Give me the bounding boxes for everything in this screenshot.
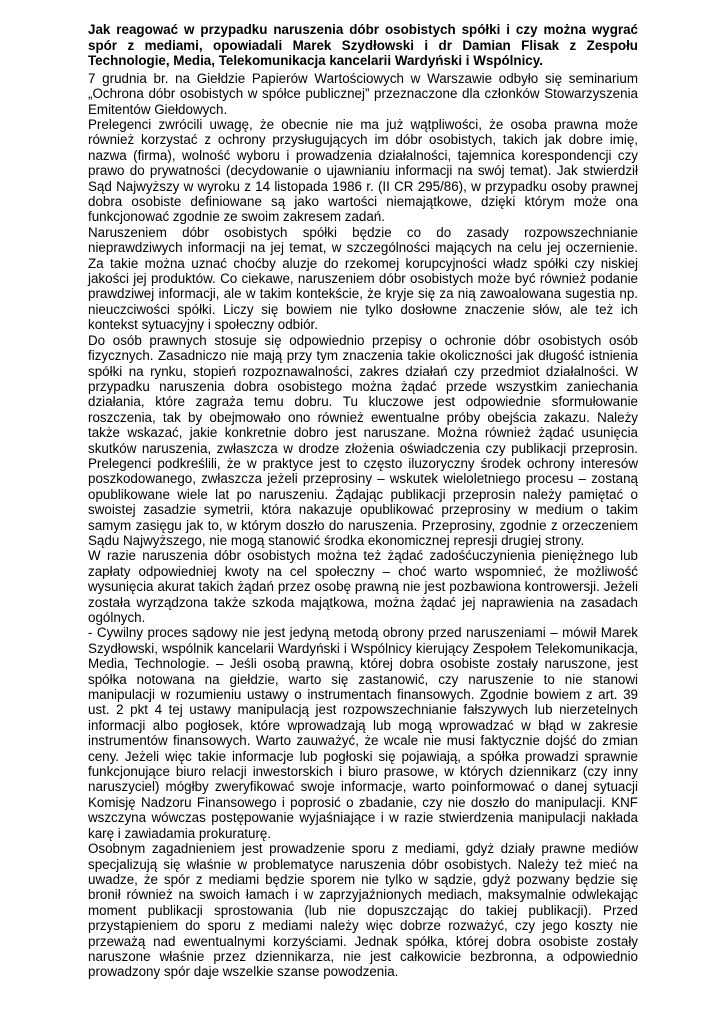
paragraph-7: Osobnym zagadnieniem jest prowadzenie sporu z mediami, gdyż działy prawne mediów specjalizują się właśnie w problematyce naruszenia dóbr osobistych. Należy też mieć na uwadze, że spór z mediami będzie sporem nie tylko w sądzie, gdyż pozwany będzie się bronił również na swoich łamach i w zaprzyjaźnionych mediach, maksymalnie odwlekając moment publikacji sprostowania (lub nie dopuszczając do takiej publikacji). Przed przystąpieniem do sporu z mediami należy więc dobrze rozważyć, czy jego koszty nie przeważą nad ewentualnymi korzyściami. Jednak spółka, której dobra osobiste zostały naruszone właśnie przez dziennikarza, nie jest całkowicie bezbronna, a odpowiednio prowadzony spór daje wszelkie szanse powodzenia. [88,841,638,980]
paragraph-1: 7 grudnia br. na Giełdzie Papierów Wartościowych w Warszawie odbyło się seminarium „Ochrona dóbr osobistych w spółce publicznej” przeznaczone dla członków Stowarzyszenia Emitentów Giełdowych. [88,70,638,117]
paragraph-2: Prelegenci zwrócili uwagę, że obecnie nie ma już wątpliwości, że osoba prawna może również korzystać z ochrony przysługujących im dóbr osobistych, takich jak dobre imię, nazwa (firma), wolność wyboru i prowadzenia działalności, tajemnica korespondencji czy prawo do prywatności (decydowanie o ujawnianiu informacji na swój temat). Jak stwierdził Sąd Najwyższy w wyroku z 14 listopada 1986 r. (II CR 295/86), w przypadku osoby prawnej dobra osobiste definiowane są jako wartości niemajątkowe, dzięki którym może ona funkcjonować zgodnie ze swoim zakresem zadań. [88,117,638,225]
paragraph-4: Do osób prawnych stosuje się odpowiednio przepisy o ochronie dóbr osobistych osób fizycznych. Zasadniczo nie mają przy tym znaczenia takie okoliczności jak długość istnienia spółki na rynku, stopień rozpoznawalności, zakres działań czy przedmiot działalności. W przypadku naruszenia dobra osobistego można żądać przede wszystkim zaniechania działania, które zagraża temu dobru. Tu kluczowe jest odpowiednie sformułowanie roszczenia, tak by obejmowało ono również ewentualne próby obejścia zakazu. Należy także wskazać, jakie konkretnie dobro jest naruszane. Można również żądać usunięcia skutków naruszenia, zwłaszcza w drodze złożenia oświadczenia czy publikacji przeprosin. Prelegenci podkreślili, że w praktyce jest to często iluzoryczny środek ochrony interesów poszkodowanego, zwłaszcza jeżeli przeprosiny – wskutek wieloletniego procesu – zostaną opublikowane wiele lat po naruszeniu. Żądając publikacji przeprosin należy pamiętać o swoistej zasadzie symetrii, która nakazuje opublikować przeprosiny w medium o takim samym zasięgu jak to, w którym doszło do naruszenia. Przeprosiny, zgodnie z orzeczeniem Sądu Najwyższego, nie mogą stanowić środka ekonomicznej represji drugiej strony. [88,332,638,548]
article-lead: Jak reagować w przypadku naruszenia dóbr osobistych spółki i czy można wygrać spór z mediami, opowiadali Marek Szydłowski i dr Damian Flisak z Zespołu Technologie, Media, Telekomunikacja kancelarii Wardyński i Wspólnicy. [88,22,638,69]
paragraph-5: W razie naruszenia dóbr osobistych można też żądać zadośćuczynienia pieniężnego lub zapłaty odpowiedniej kwoty na cel społeczny – choć warto wspomnieć, że możliwość wysunięcia akurat takich żądań przez osobę prawną nie jest pozbawiona kontrowersji. Jeżeli została wyrządzona także szkoda majątkowa, można żądać jej naprawienia na zasadach ogólnych. [88,548,638,625]
paragraph-3: Naruszeniem dóbr osobistych spółki będzie co do zasady rozpowszechnianie nieprawdziwych informacji na jej temat, w szczególności mających na celu jej oczernienie. Za takie można uznać choćby aluzje do rzekomej korupcyjności władz spółki czy niskiej jakości jej produktów. Co ciekawe, naruszeniem dóbr osobistych może być również podanie prawdziwej informacji, ale w takim kontekście, że kryje się za nią zawoalowana sugestia np. nieuczciwości spółki. Liczy się bowiem nie tylko dosłowne znaczenie słów, ale też ich kontekst sytuacyjny i społeczny odbiór. [88,224,638,333]
article [88,22,638,980]
paragraph-6: - Cywilny proces sądowy nie jest jedyną metodą obrony przed naruszeniami – mówił Marek Szydłowski, wspólnik kancelarii Wardyński i Wspólnicy kierujący Zespołem Telekomunikacja, Media, Technologie. – Jeśli osobą prawną, której dobra osobiste zostały naruszone, jest spółka notowana na giełdzie, warto się zastanowić, czy naruszenie to nie stanowi manipulacji w rozumieniu ustawy o instrumentach finansowych. Zgodnie bowiem z art. 39 ust. 2 pkt 4 tej ustawy manipulacją jest rozpowszechnianie fałszywych lub nierzetelnych informacji albo pogłosek, które wprowadzają lub mogą wprowadzać w błąd w zakresie instrumentów finansowych. Warto zauważyć, że wcale nie musi faktycznie dojść do zmian ceny. Jeżeli więc takie informacje lub pogłoski się pojawiają, a spółka prowadzi sprawnie funkcjonujące biuro relacji inwestorskich i biuro prasowe, w których dziennikarz (czy inny naruszyciel) mógłby zweryfikować swoje informacje, warto poinformować o danej sytuacji Komisję Nadzoru Finansowego i poprosić o zbadanie, czy nie doszło do manipulacji. KNF wszczyna wówczas postępowanie wyjaśniające i w razie stwierdzenia manipulacji nakłada karę i zawiadamia prokuraturę. [88,625,638,841]
